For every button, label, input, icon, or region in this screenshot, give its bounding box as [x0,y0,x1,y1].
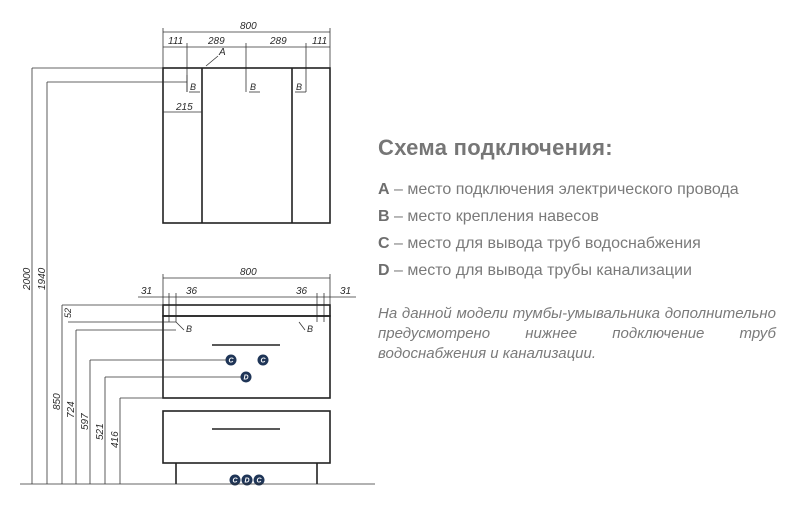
height-521: 521 [95,423,106,440]
height-2000: 2000 [22,267,33,290]
legend-item-d: D – место для вывода трубы канализации [378,262,692,279]
top-seg-right-label: 111 [312,36,328,47]
svg-text:C: C [260,357,266,365]
connection-legend [378,135,788,364]
vanity-left-inner-label: 36 [186,286,198,297]
svg-text:C: C [256,477,262,485]
label-b-top-right: B [296,82,303,92]
svg-text:D: D [244,477,250,485]
legend-item-a: A – место подключения электрического провода [378,181,739,198]
legend-item-b: B – место крепления навесов [378,208,599,225]
height-dimensions [22,68,241,484]
countertop [163,305,330,316]
label-b-top-left: B [190,82,197,92]
height-52: 52 [63,307,73,318]
vanity-width-label: 800 [240,267,257,278]
inner-offset-label: 215 [176,102,193,113]
vanity-right-inner-label: 36 [296,286,308,297]
lower-drawer [163,411,330,463]
svg-text:C: C [228,357,234,365]
height-850: 850 [52,393,63,410]
top-width-label: 800 [240,21,257,32]
top-seg-left-label: 111 [168,36,184,47]
svg-text:C: C [232,477,238,485]
top-cabinet-body [163,68,330,223]
svg-text:D: D [243,374,249,382]
top-seg-mid-left-label: 289 [208,36,225,47]
label-b-vanity-right: B [307,324,314,334]
label-b-top-mid: B [250,82,257,92]
vanity-left-offset-label: 31 [141,286,153,297]
top-seg-mid-right-label: 289 [270,36,287,47]
vanity-cabinet [20,267,375,486]
label-a: A [219,47,226,58]
height-416: 416 [110,431,121,448]
top-cabinet [163,21,330,223]
height-1940: 1940 [37,267,48,290]
height-597: 597 [80,413,91,430]
legend-note: На данной модели тумбы-умывальника дополнительно предусмотрено нижнее подключение труб водоснабжения и канализации. [378,305,776,362]
legend-item-c: C – место для вывода труб водоснабжения [378,235,701,252]
height-724: 724 [66,401,77,418]
legend-title: Схема подключения: [378,135,613,160]
label-b-vanity-left: B [186,324,193,334]
vanity-right-offset-label: 31 [340,286,352,297]
